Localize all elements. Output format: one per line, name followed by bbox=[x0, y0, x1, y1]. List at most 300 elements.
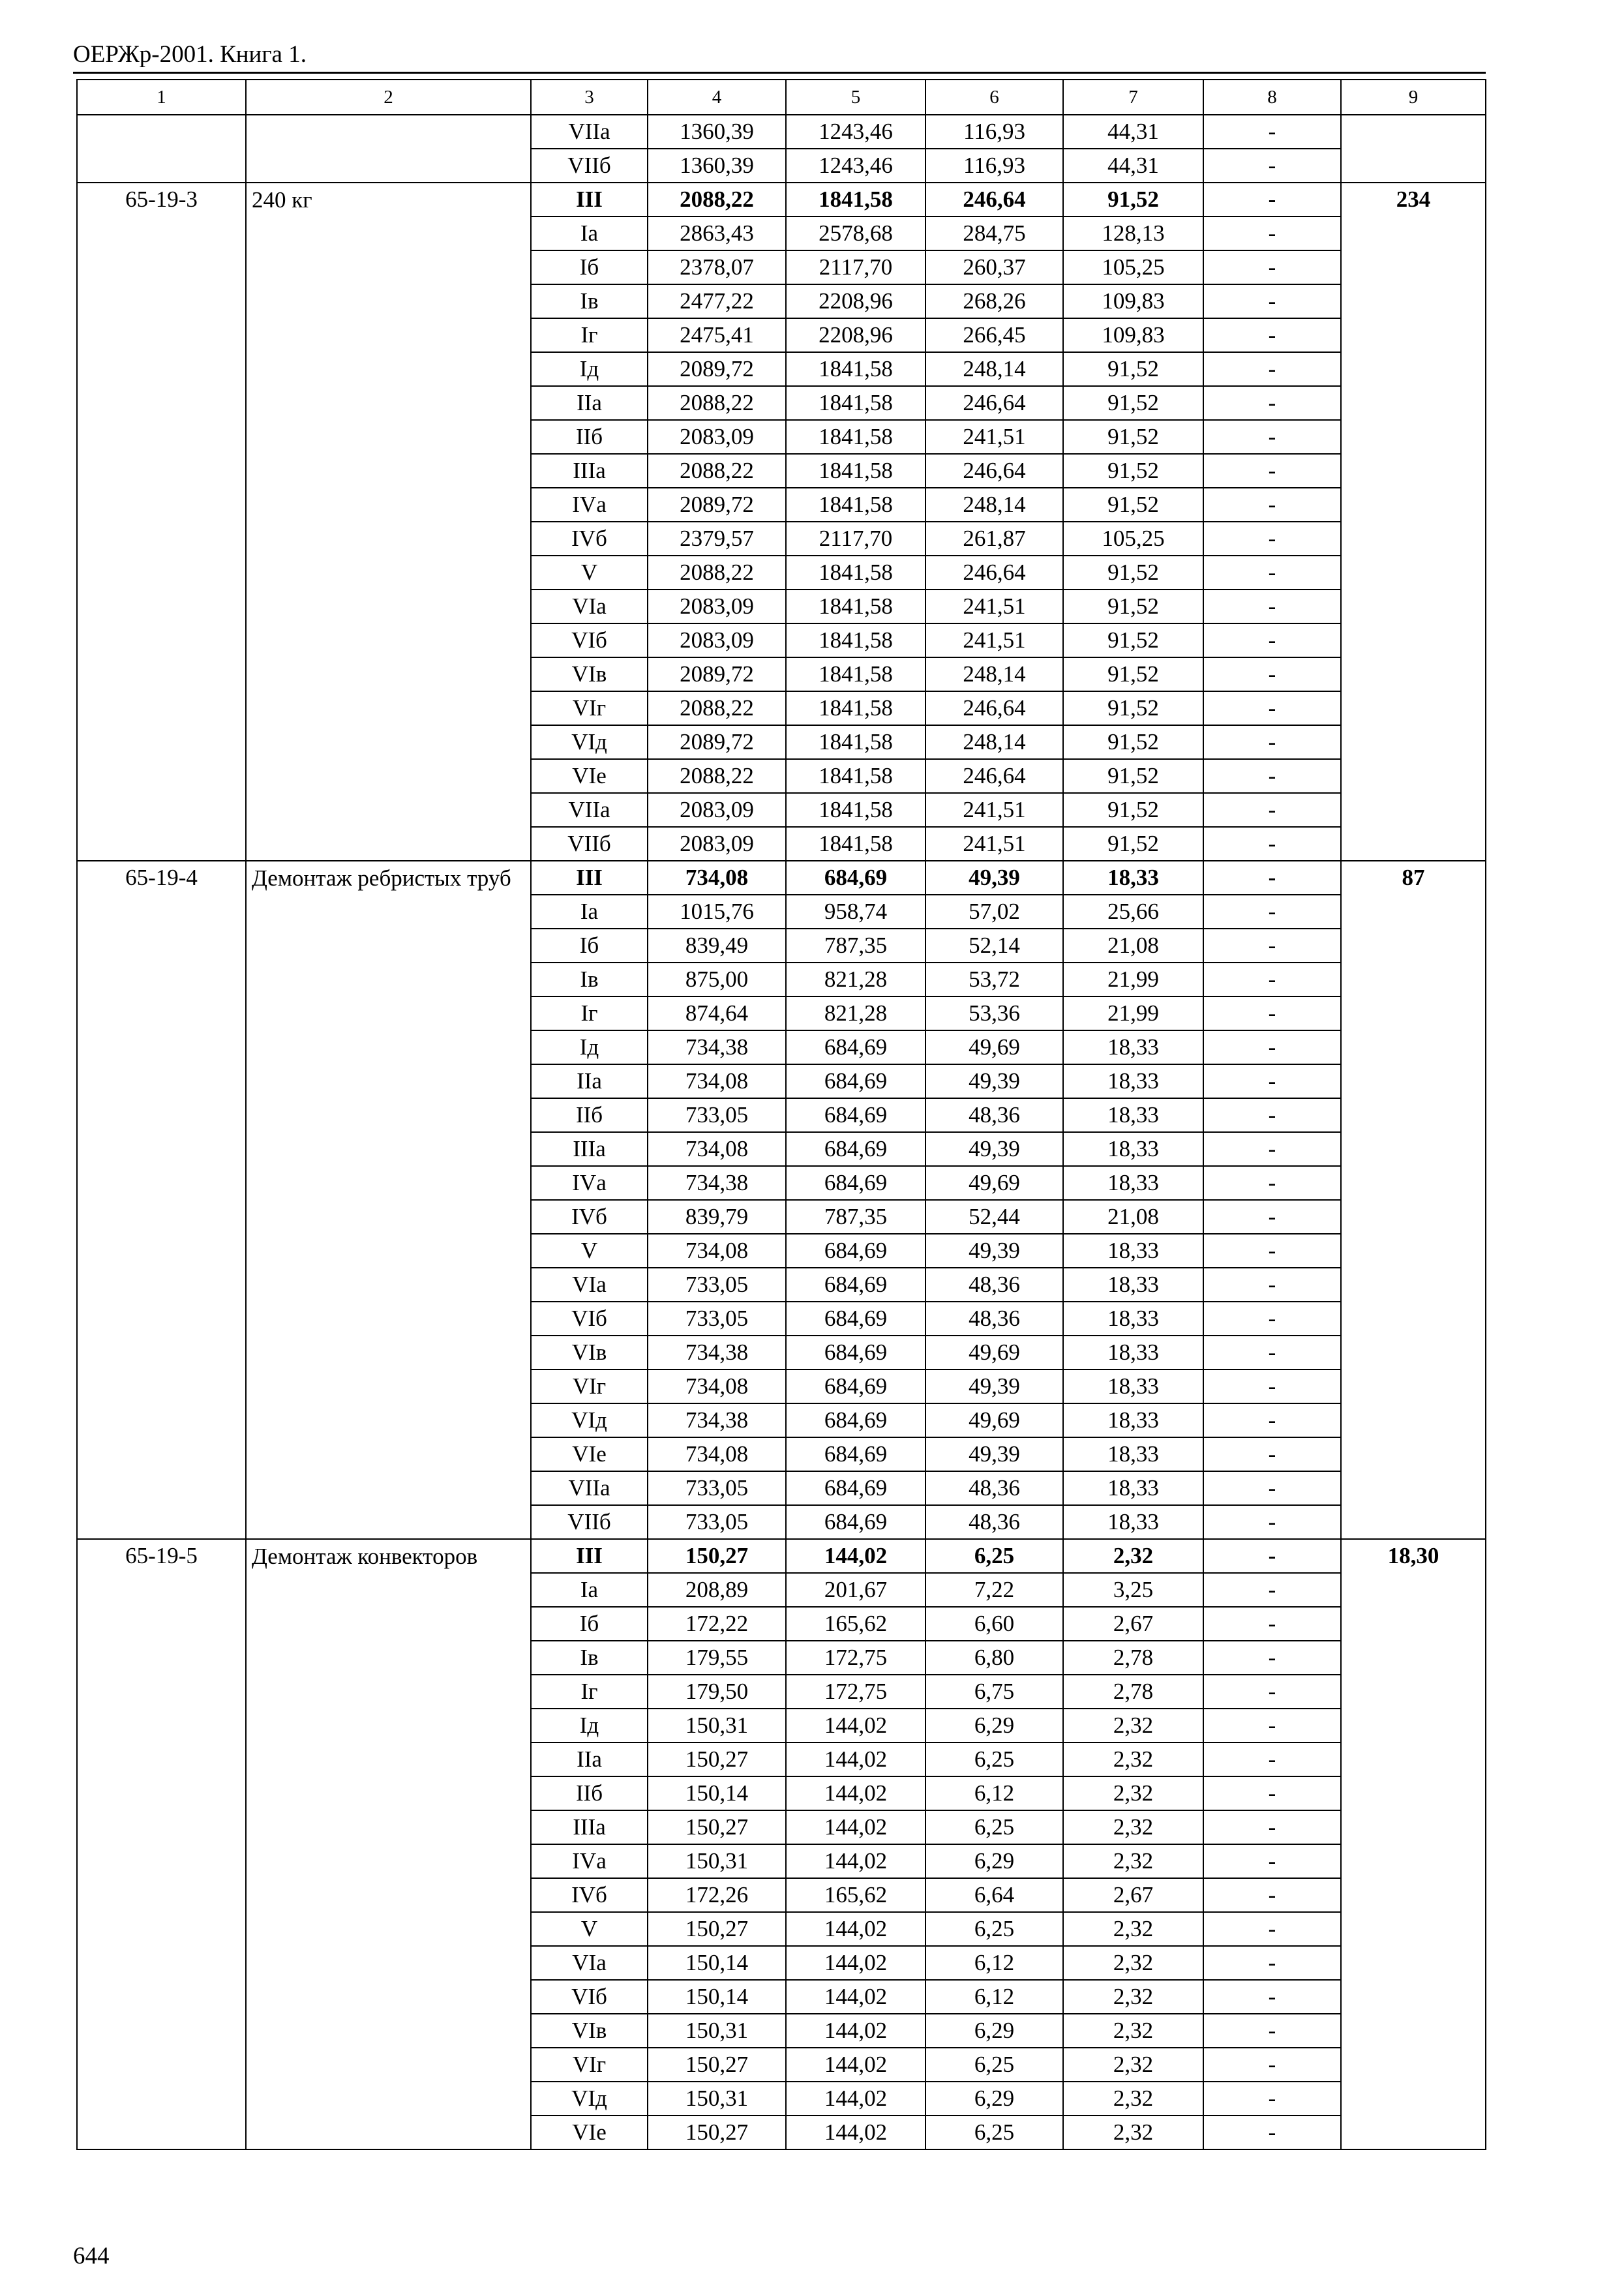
operator-wage-cell: 18,33 bbox=[1063, 1471, 1203, 1505]
machine-cost-cell: 6,12 bbox=[925, 1776, 1063, 1810]
labor-cost-cell: 1841,58 bbox=[786, 454, 925, 488]
machine-cost-cell: 49,69 bbox=[925, 1403, 1063, 1437]
zone-cell: Iа bbox=[531, 217, 648, 250]
zone-cell: Iд bbox=[531, 1030, 648, 1064]
materials-cell: - bbox=[1203, 1844, 1341, 1878]
machine-cost-cell: 48,36 bbox=[925, 1471, 1063, 1505]
machine-cost-cell: 6,60 bbox=[925, 1607, 1063, 1641]
total-cost-cell: 874,64 bbox=[648, 996, 786, 1030]
machine-cost-cell: 246,64 bbox=[925, 386, 1063, 420]
zone-cell: IIIа bbox=[531, 454, 648, 488]
zone-cell: III bbox=[531, 183, 648, 217]
zone-cell: IVб bbox=[531, 522, 648, 556]
machine-cost-cell: 6,12 bbox=[925, 1946, 1063, 1980]
labor-cost-cell: 144,02 bbox=[786, 1776, 925, 1810]
labor-cost-cell: 2117,70 bbox=[786, 250, 925, 284]
materials-cell: - bbox=[1203, 2082, 1341, 2116]
labor-cost-cell: 144,02 bbox=[786, 1810, 925, 1844]
operator-wage-cell: 18,33 bbox=[1063, 1336, 1203, 1369]
operator-wage-cell: 2,78 bbox=[1063, 1641, 1203, 1675]
zone-cell: VIд bbox=[531, 2082, 648, 2116]
operator-wage-cell: 105,25 bbox=[1063, 250, 1203, 284]
total-cost-cell: 2088,22 bbox=[648, 556, 786, 590]
column-number: 5 bbox=[786, 80, 925, 115]
total-cost-cell: 2088,22 bbox=[648, 183, 786, 217]
operator-wage-cell: 18,33 bbox=[1063, 1166, 1203, 1200]
labor-hours-cell: 234 bbox=[1341, 183, 1486, 861]
total-cost-cell: 2378,07 bbox=[648, 250, 786, 284]
total-cost-cell: 2088,22 bbox=[648, 759, 786, 793]
operator-wage-cell: 18,33 bbox=[1063, 1369, 1203, 1403]
operator-wage-cell: 2,32 bbox=[1063, 1946, 1203, 1980]
total-cost-cell: 2475,41 bbox=[648, 318, 786, 352]
labor-cost-cell: 684,69 bbox=[786, 1302, 925, 1336]
operator-wage-cell: 18,33 bbox=[1063, 1234, 1203, 1268]
zone-cell: VIд bbox=[531, 1403, 648, 1437]
materials-cell: - bbox=[1203, 963, 1341, 996]
operator-wage-cell: 2,32 bbox=[1063, 1743, 1203, 1776]
total-cost-cell: 150,31 bbox=[648, 1709, 786, 1743]
materials-cell: - bbox=[1203, 759, 1341, 793]
total-cost-cell: 1015,76 bbox=[648, 895, 786, 929]
machine-cost-cell: 7,22 bbox=[925, 1573, 1063, 1607]
column-number-row bbox=[77, 80, 1486, 115]
item-name-cell: 240 кг bbox=[246, 183, 531, 861]
zone-cell: Iв bbox=[531, 1641, 648, 1675]
labor-cost-cell: 1841,58 bbox=[786, 623, 925, 657]
column-number: 8 bbox=[1203, 80, 1341, 115]
operator-wage-cell: 18,33 bbox=[1063, 1098, 1203, 1132]
labor-cost-cell: 2578,68 bbox=[786, 217, 925, 250]
zone-cell: VIг bbox=[531, 1369, 648, 1403]
labor-cost-cell: 144,02 bbox=[786, 2014, 925, 2048]
total-cost-cell: 734,38 bbox=[648, 1403, 786, 1437]
zone-cell: VIг bbox=[531, 691, 648, 725]
materials-cell: - bbox=[1203, 386, 1341, 420]
operator-wage-cell: 18,33 bbox=[1063, 1437, 1203, 1471]
zone-cell: IVб bbox=[531, 1878, 648, 1912]
total-cost-cell: 2083,09 bbox=[648, 420, 786, 454]
materials-cell: - bbox=[1203, 691, 1341, 725]
operator-wage-cell: 3,25 bbox=[1063, 1573, 1203, 1607]
zone-cell: IVа bbox=[531, 488, 648, 522]
labor-cost-cell: 684,69 bbox=[786, 1166, 925, 1200]
table-body bbox=[77, 80, 1486, 2149]
labor-cost-cell: 1841,58 bbox=[786, 556, 925, 590]
labor-cost-cell: 684,69 bbox=[786, 1437, 925, 1471]
zone-cell: Iг bbox=[531, 1675, 648, 1709]
materials-cell: - bbox=[1203, 1810, 1341, 1844]
machine-cost-cell: 6,29 bbox=[925, 2082, 1063, 2116]
total-cost-cell: 734,38 bbox=[648, 1336, 786, 1369]
total-cost-cell: 2083,09 bbox=[648, 623, 786, 657]
table-row bbox=[77, 1539, 1486, 1573]
zone-cell: IVа bbox=[531, 1844, 648, 1878]
materials-cell: - bbox=[1203, 1573, 1341, 1607]
materials-cell: - bbox=[1203, 318, 1341, 352]
materials-cell: - bbox=[1203, 827, 1341, 861]
machine-cost-cell: 6,64 bbox=[925, 1878, 1063, 1912]
operator-wage-cell: 91,52 bbox=[1063, 793, 1203, 827]
materials-cell: - bbox=[1203, 2048, 1341, 2082]
machine-cost-cell: 57,02 bbox=[925, 895, 1063, 929]
machine-cost-cell: 246,64 bbox=[925, 183, 1063, 217]
materials-cell: - bbox=[1203, 1607, 1341, 1641]
machine-cost-cell: 49,39 bbox=[925, 861, 1063, 895]
operator-wage-cell: 21,99 bbox=[1063, 963, 1203, 996]
machine-cost-cell: 49,69 bbox=[925, 1166, 1063, 1200]
materials-cell: - bbox=[1203, 793, 1341, 827]
zone-cell: V bbox=[531, 1912, 648, 1946]
operator-wage-cell: 109,83 bbox=[1063, 318, 1203, 352]
machine-cost-cell: 49,39 bbox=[925, 1132, 1063, 1166]
labor-cost-cell: 821,28 bbox=[786, 996, 925, 1030]
machine-cost-cell: 268,26 bbox=[925, 284, 1063, 318]
operator-wage-cell: 18,33 bbox=[1063, 1268, 1203, 1302]
total-cost-cell: 150,27 bbox=[648, 1912, 786, 1946]
machine-cost-cell: 248,14 bbox=[925, 725, 1063, 759]
materials-cell: - bbox=[1203, 1369, 1341, 1403]
materials-cell: - bbox=[1203, 1336, 1341, 1369]
operator-wage-cell: 18,33 bbox=[1063, 1403, 1203, 1437]
item-code-cell: 65-19-5 bbox=[77, 1539, 246, 2149]
labor-cost-cell: 1841,58 bbox=[786, 488, 925, 522]
labor-cost-cell: 1841,58 bbox=[786, 827, 925, 861]
total-cost-cell: 1360,39 bbox=[648, 115, 786, 149]
item-name-cell bbox=[246, 115, 531, 183]
table-row bbox=[77, 115, 1486, 149]
machine-cost-cell: 48,36 bbox=[925, 1098, 1063, 1132]
operator-wage-cell: 2,32 bbox=[1063, 2014, 1203, 2048]
item-name-cell: Демонтаж конвекторов bbox=[246, 1539, 531, 2149]
zone-cell: VIIа bbox=[531, 1471, 648, 1505]
operator-wage-cell: 91,52 bbox=[1063, 386, 1203, 420]
labor-cost-cell: 958,74 bbox=[786, 895, 925, 929]
total-cost-cell: 734,08 bbox=[648, 1437, 786, 1471]
machine-cost-cell: 6,25 bbox=[925, 1912, 1063, 1946]
total-cost-cell: 150,27 bbox=[648, 1743, 786, 1776]
labor-cost-cell: 144,02 bbox=[786, 2082, 925, 2116]
operator-wage-cell: 2,67 bbox=[1063, 1607, 1203, 1641]
operator-wage-cell: 2,32 bbox=[1063, 1844, 1203, 1878]
materials-cell: - bbox=[1203, 2116, 1341, 2149]
labor-cost-cell: 144,02 bbox=[786, 1709, 925, 1743]
column-number: 6 bbox=[925, 80, 1063, 115]
materials-cell: - bbox=[1203, 352, 1341, 386]
total-cost-cell: 172,26 bbox=[648, 1878, 786, 1912]
operator-wage-cell: 18,33 bbox=[1063, 1030, 1203, 1064]
total-cost-cell: 734,38 bbox=[648, 1030, 786, 1064]
labor-cost-cell: 684,69 bbox=[786, 1064, 925, 1098]
materials-cell: - bbox=[1203, 149, 1341, 183]
operator-wage-cell: 2,32 bbox=[1063, 1539, 1203, 1573]
zone-cell: Iб bbox=[531, 250, 648, 284]
operator-wage-cell: 2,32 bbox=[1063, 2116, 1203, 2149]
machine-cost-cell: 48,36 bbox=[925, 1302, 1063, 1336]
materials-cell: - bbox=[1203, 1471, 1341, 1505]
labor-cost-cell: 684,69 bbox=[786, 1369, 925, 1403]
total-cost-cell: 2089,72 bbox=[648, 352, 786, 386]
header-rule bbox=[73, 72, 1486, 74]
labor-cost-cell: 684,69 bbox=[786, 1471, 925, 1505]
zone-cell: VIIб bbox=[531, 827, 648, 861]
zone-cell: IIа bbox=[531, 1743, 648, 1776]
operator-wage-cell: 91,52 bbox=[1063, 454, 1203, 488]
operator-wage-cell: 2,32 bbox=[1063, 2048, 1203, 2082]
labor-cost-cell: 172,75 bbox=[786, 1675, 925, 1709]
total-cost-cell: 2379,57 bbox=[648, 522, 786, 556]
zone-cell: III bbox=[531, 861, 648, 895]
materials-cell: - bbox=[1203, 1437, 1341, 1471]
zone-cell: IIб bbox=[531, 1776, 648, 1810]
zone-cell: VIб bbox=[531, 1980, 648, 2014]
machine-cost-cell: 241,51 bbox=[925, 793, 1063, 827]
materials-cell: - bbox=[1203, 1743, 1341, 1776]
machine-cost-cell: 6,29 bbox=[925, 1844, 1063, 1878]
materials-cell: - bbox=[1203, 996, 1341, 1030]
zone-cell: IIIа bbox=[531, 1810, 648, 1844]
zone-cell: VIг bbox=[531, 2048, 648, 2082]
total-cost-cell: 150,31 bbox=[648, 2082, 786, 2116]
materials-cell: - bbox=[1203, 1912, 1341, 1946]
zone-cell: IIIа bbox=[531, 1132, 648, 1166]
materials-cell: - bbox=[1203, 1302, 1341, 1336]
labor-hours-cell: 87 bbox=[1341, 861, 1486, 1539]
total-cost-cell: 839,79 bbox=[648, 1200, 786, 1234]
operator-wage-cell: 18,33 bbox=[1063, 861, 1203, 895]
machine-cost-cell: 52,44 bbox=[925, 1200, 1063, 1234]
operator-wage-cell: 91,52 bbox=[1063, 759, 1203, 793]
operator-wage-cell: 21,08 bbox=[1063, 1200, 1203, 1234]
machine-cost-cell: 260,37 bbox=[925, 250, 1063, 284]
zone-cell: VIIа bbox=[531, 793, 648, 827]
labor-cost-cell: 684,69 bbox=[786, 1098, 925, 1132]
materials-cell: - bbox=[1203, 454, 1341, 488]
labor-cost-cell: 1841,58 bbox=[786, 793, 925, 827]
operator-wage-cell: 2,32 bbox=[1063, 1912, 1203, 1946]
machine-cost-cell: 241,51 bbox=[925, 827, 1063, 861]
total-cost-cell: 734,08 bbox=[648, 861, 786, 895]
total-cost-cell: 733,05 bbox=[648, 1098, 786, 1132]
zone-cell: IIа bbox=[531, 1064, 648, 1098]
machine-cost-cell: 53,36 bbox=[925, 996, 1063, 1030]
zone-cell: VIд bbox=[531, 725, 648, 759]
total-cost-cell: 733,05 bbox=[648, 1268, 786, 1302]
machine-cost-cell: 116,93 bbox=[925, 115, 1063, 149]
machine-cost-cell: 49,39 bbox=[925, 1369, 1063, 1403]
total-cost-cell: 2083,09 bbox=[648, 827, 786, 861]
machine-cost-cell: 6,75 bbox=[925, 1675, 1063, 1709]
materials-cell: - bbox=[1203, 1539, 1341, 1573]
zone-cell: IIа bbox=[531, 386, 648, 420]
materials-cell: - bbox=[1203, 1166, 1341, 1200]
zone-cell: Iд bbox=[531, 352, 648, 386]
operator-wage-cell: 91,52 bbox=[1063, 352, 1203, 386]
machine-cost-cell: 48,36 bbox=[925, 1505, 1063, 1539]
materials-cell: - bbox=[1203, 623, 1341, 657]
item-code-cell bbox=[77, 115, 246, 183]
machine-cost-cell: 6,29 bbox=[925, 1709, 1063, 1743]
zone-cell: VIIб bbox=[531, 1505, 648, 1539]
operator-wage-cell: 91,52 bbox=[1063, 725, 1203, 759]
total-cost-cell: 733,05 bbox=[648, 1471, 786, 1505]
total-cost-cell: 734,08 bbox=[648, 1234, 786, 1268]
materials-cell: - bbox=[1203, 1200, 1341, 1234]
machine-cost-cell: 246,64 bbox=[925, 556, 1063, 590]
materials-cell: - bbox=[1203, 1268, 1341, 1302]
operator-wage-cell: 91,52 bbox=[1063, 691, 1203, 725]
zone-cell: Iг bbox=[531, 996, 648, 1030]
zone-cell: IIб bbox=[531, 1098, 648, 1132]
labor-cost-cell: 172,75 bbox=[786, 1641, 925, 1675]
machine-cost-cell: 284,75 bbox=[925, 217, 1063, 250]
zone-cell: VIе bbox=[531, 2116, 648, 2149]
operator-wage-cell: 91,52 bbox=[1063, 420, 1203, 454]
operator-wage-cell: 18,33 bbox=[1063, 1064, 1203, 1098]
zone-cell: VIв bbox=[531, 657, 648, 691]
labor-cost-cell: 684,69 bbox=[786, 1403, 925, 1437]
machine-cost-cell: 266,45 bbox=[925, 318, 1063, 352]
labor-cost-cell: 1841,58 bbox=[786, 759, 925, 793]
machine-cost-cell: 246,64 bbox=[925, 454, 1063, 488]
materials-cell: - bbox=[1203, 1098, 1341, 1132]
total-cost-cell: 150,14 bbox=[648, 1946, 786, 1980]
labor-cost-cell: 1841,58 bbox=[786, 386, 925, 420]
operator-wage-cell: 2,32 bbox=[1063, 1810, 1203, 1844]
operator-wage-cell: 91,52 bbox=[1063, 657, 1203, 691]
total-cost-cell: 734,08 bbox=[648, 1369, 786, 1403]
machine-cost-cell: 6,29 bbox=[925, 2014, 1063, 2048]
total-cost-cell: 875,00 bbox=[648, 963, 786, 996]
materials-cell: - bbox=[1203, 284, 1341, 318]
table-row bbox=[77, 183, 1486, 217]
materials-cell: - bbox=[1203, 420, 1341, 454]
total-cost-cell: 2089,72 bbox=[648, 488, 786, 522]
operator-wage-cell: 91,52 bbox=[1063, 488, 1203, 522]
operator-wage-cell: 21,99 bbox=[1063, 996, 1203, 1030]
operator-wage-cell: 2,32 bbox=[1063, 2082, 1203, 2116]
materials-cell: - bbox=[1203, 929, 1341, 963]
zone-cell: V bbox=[531, 556, 648, 590]
materials-cell: - bbox=[1203, 1709, 1341, 1743]
zone-cell: Iв bbox=[531, 284, 648, 318]
materials-cell: - bbox=[1203, 1675, 1341, 1709]
zone-cell: VIв bbox=[531, 1336, 648, 1369]
materials-cell: - bbox=[1203, 1980, 1341, 2014]
item-name-cell: Демонтаж ребристых труб bbox=[246, 861, 531, 1539]
operator-wage-cell: 91,52 bbox=[1063, 183, 1203, 217]
materials-cell: - bbox=[1203, 895, 1341, 929]
column-number: 1 bbox=[77, 80, 246, 115]
labor-cost-cell: 1841,58 bbox=[786, 420, 925, 454]
labor-cost-cell: 2208,96 bbox=[786, 284, 925, 318]
operator-wage-cell: 18,33 bbox=[1063, 1302, 1203, 1336]
labor-cost-cell: 144,02 bbox=[786, 1743, 925, 1776]
machine-cost-cell: 49,39 bbox=[925, 1064, 1063, 1098]
machine-cost-cell: 241,51 bbox=[925, 590, 1063, 623]
labor-cost-cell: 165,62 bbox=[786, 1878, 925, 1912]
operator-wage-cell: 25,66 bbox=[1063, 895, 1203, 929]
operator-wage-cell: 2,78 bbox=[1063, 1675, 1203, 1709]
zone-cell: IIб bbox=[531, 420, 648, 454]
column-number: 3 bbox=[531, 80, 648, 115]
materials-cell: - bbox=[1203, 1641, 1341, 1675]
machine-cost-cell: 6,25 bbox=[925, 1810, 1063, 1844]
operator-wage-cell: 2,32 bbox=[1063, 1776, 1203, 1810]
labor-cost-cell: 684,69 bbox=[786, 1234, 925, 1268]
labor-cost-cell: 165,62 bbox=[786, 1607, 925, 1641]
labor-cost-cell: 2208,96 bbox=[786, 318, 925, 352]
price-table bbox=[76, 79, 1486, 2150]
labor-cost-cell: 1243,46 bbox=[786, 149, 925, 183]
total-cost-cell: 150,31 bbox=[648, 2014, 786, 2048]
total-cost-cell: 150,14 bbox=[648, 1776, 786, 1810]
zone-cell: VIа bbox=[531, 590, 648, 623]
labor-cost-cell: 144,02 bbox=[786, 1539, 925, 1573]
zone-cell: IVа bbox=[531, 1166, 648, 1200]
zone-cell: VIIа bbox=[531, 115, 648, 149]
total-cost-cell: 172,22 bbox=[648, 1607, 786, 1641]
machine-cost-cell: 116,93 bbox=[925, 149, 1063, 183]
total-cost-cell: 150,27 bbox=[648, 2048, 786, 2082]
materials-cell: - bbox=[1203, 250, 1341, 284]
total-cost-cell: 2089,72 bbox=[648, 725, 786, 759]
total-cost-cell: 150,31 bbox=[648, 1844, 786, 1878]
operator-wage-cell: 105,25 bbox=[1063, 522, 1203, 556]
operator-wage-cell: 18,33 bbox=[1063, 1505, 1203, 1539]
machine-cost-cell: 53,72 bbox=[925, 963, 1063, 996]
materials-cell: - bbox=[1203, 217, 1341, 250]
materials-cell: - bbox=[1203, 2014, 1341, 2048]
labor-cost-cell: 1841,58 bbox=[786, 590, 925, 623]
machine-cost-cell: 248,14 bbox=[925, 488, 1063, 522]
materials-cell: - bbox=[1203, 1234, 1341, 1268]
operator-wage-cell: 2,32 bbox=[1063, 1980, 1203, 2014]
labor-cost-cell: 144,02 bbox=[786, 1844, 925, 1878]
column-number: 4 bbox=[648, 80, 786, 115]
total-cost-cell: 179,55 bbox=[648, 1641, 786, 1675]
materials-cell: - bbox=[1203, 1403, 1341, 1437]
labor-cost-cell: 144,02 bbox=[786, 1912, 925, 1946]
total-cost-cell: 2089,72 bbox=[648, 657, 786, 691]
machine-cost-cell: 248,14 bbox=[925, 657, 1063, 691]
labor-cost-cell: 684,69 bbox=[786, 861, 925, 895]
labor-cost-cell: 684,69 bbox=[786, 1268, 925, 1302]
labor-cost-cell: 1841,58 bbox=[786, 352, 925, 386]
labor-cost-cell: 2117,70 bbox=[786, 522, 925, 556]
materials-cell: - bbox=[1203, 657, 1341, 691]
materials-cell: - bbox=[1203, 861, 1341, 895]
item-code-cell: 65-19-4 bbox=[77, 861, 246, 1539]
zone-cell: Iб bbox=[531, 1607, 648, 1641]
operator-wage-cell: 2,32 bbox=[1063, 1709, 1203, 1743]
materials-cell: - bbox=[1203, 183, 1341, 217]
materials-cell: - bbox=[1203, 115, 1341, 149]
machine-cost-cell: 48,36 bbox=[925, 1268, 1063, 1302]
total-cost-cell: 150,27 bbox=[648, 1539, 786, 1573]
zone-cell: VIIб bbox=[531, 149, 648, 183]
total-cost-cell: 2863,43 bbox=[648, 217, 786, 250]
machine-cost-cell: 49,39 bbox=[925, 1234, 1063, 1268]
column-number: 9 bbox=[1341, 80, 1486, 115]
machine-cost-cell: 6,25 bbox=[925, 2048, 1063, 2082]
machine-cost-cell: 6,25 bbox=[925, 1743, 1063, 1776]
total-cost-cell: 150,27 bbox=[648, 2116, 786, 2149]
machine-cost-cell: 49,69 bbox=[925, 1336, 1063, 1369]
total-cost-cell: 734,08 bbox=[648, 1132, 786, 1166]
labor-cost-cell: 201,67 bbox=[786, 1573, 925, 1607]
total-cost-cell: 734,08 bbox=[648, 1064, 786, 1098]
